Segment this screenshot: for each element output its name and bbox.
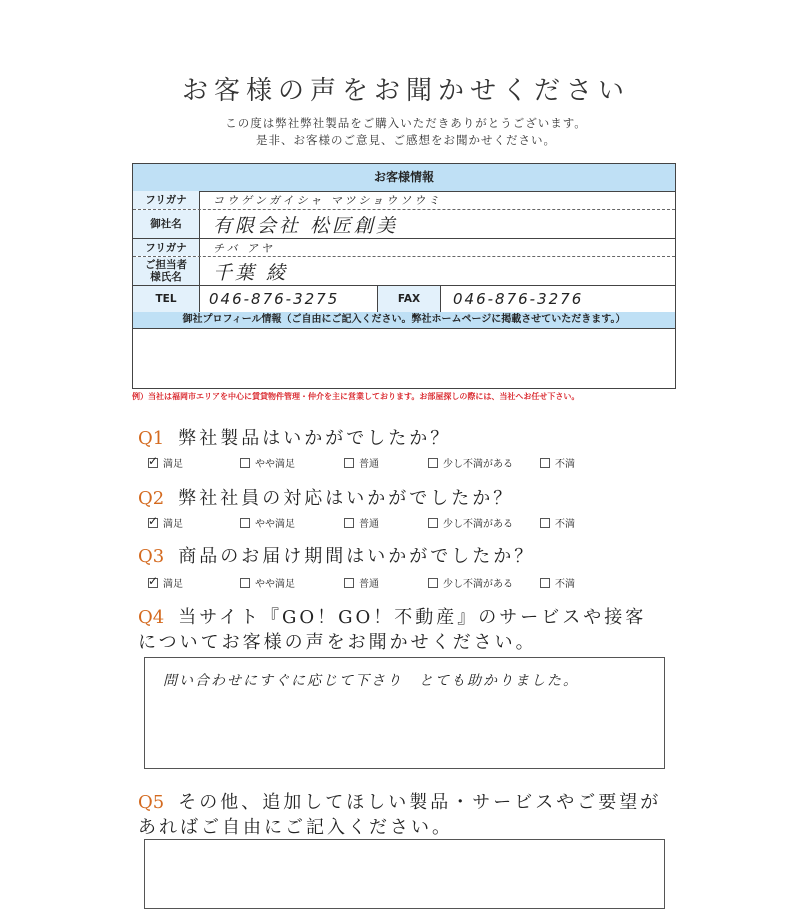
checkbox-icon[interactable] [428,458,438,468]
option-label: 普通 [359,579,379,590]
checkbox-icon[interactable] [344,458,354,468]
company-row [133,210,675,239]
option-label: 不満 [555,459,575,470]
q3-option-somewhat-satisfied[interactable] [240,575,295,590]
q1-option-neutral[interactable] [344,455,379,470]
question-5 [138,788,661,814]
person-label-line-1: ご担当者 [145,259,187,271]
question-4-answer-box[interactable] [144,657,665,769]
option-label: やや満足 [255,579,295,590]
intro-line-1: この度は弊社弊社製品をご購入いただきありがとうございます。 [225,116,587,130]
customer-info-table [132,163,676,389]
fax-label: FAX [377,286,441,312]
checkbox-icon[interactable] [240,518,250,528]
q1-option-dissatisfied[interactable] [540,455,575,470]
option-label: やや満足 [255,459,295,470]
option-label: やや満足 [255,519,295,530]
question-2 [138,484,514,510]
tel-label: TEL [133,286,200,312]
q3-option-neutral[interactable] [344,575,379,590]
checkbox-icon[interactable] [344,518,354,528]
q3-option-dissatisfied[interactable] [540,575,575,590]
q2-option-satisfied[interactable] [148,515,183,530]
q1-option-somewhat-satisfied[interactable] [240,455,295,470]
question-5-line-2: あればご自由にご記入ください。 [138,817,453,838]
option-label: 満足 [163,519,183,530]
furigana-company-row [133,191,675,210]
company-value[interactable]: 有限会社 松匠創美 [213,214,399,237]
question-5-number: Q5 [138,792,165,813]
checkbox-icon[interactable] [540,578,550,588]
question-4 [138,603,646,629]
q2-option-somewhat-satisfied[interactable] [240,515,295,530]
option-label: 普通 [359,519,379,530]
question-3 [138,542,535,568]
furigana-person-row [133,239,675,257]
checkbox-icon[interactable] [240,458,250,468]
q1-option-somewhat-dissatisfied[interactable] [428,455,513,470]
option-label: 少し不満がある [443,519,513,530]
checkbox-icon[interactable] [428,578,438,588]
question-3-text: 商品のお届け期間はいかがでしたか？ [178,546,536,567]
question-2-number: Q2 [138,488,165,509]
company-label: 御社名 [133,210,200,238]
question-4-text-line-1: 当サイト『GO！GO！不動産』のサービスや接客 [178,607,647,628]
option-label: 不満 [555,519,575,530]
checkbox-icon[interactable] [540,518,550,528]
checkbox-checked-icon[interactable] [148,578,158,588]
question-2-text: 弊社社員の対応はいかがでしたか？ [178,488,515,509]
furigana-person-value[interactable]: チバ アヤ [213,241,275,255]
question-3-number: Q3 [138,546,165,567]
option-label: 普通 [359,459,379,470]
q3-option-somewhat-dissatisfied[interactable] [428,575,513,590]
tel-value[interactable]: 046-876-3275 [209,290,340,308]
question-1-number: Q1 [138,428,165,449]
question-1-text: 弊社製品はいかがでしたか？ [178,428,452,449]
profile-header: 御社プロフィール情報（ご自由にご記入ください。弊社ホームページに掲載させていただきます。） [133,312,675,329]
q2-option-dissatisfied[interactable] [540,515,575,530]
page-title: お客様の声をお聞かせください [181,76,630,106]
question-1 [138,424,451,450]
checkbox-icon[interactable] [428,518,438,528]
checkbox-icon[interactable] [540,458,550,468]
profile-field[interactable] [133,329,675,388]
person-label-line-2: 様氏名 [150,271,182,283]
q3-option-satisfied[interactable] [148,575,183,590]
q1-option-satisfied[interactable] [148,455,183,470]
profile-example-note: 例）当社は福岡市エリアを中心に賃貸物件管理・仲介を主に営業しております。お部屋探しの際には、当社へお任せ下さい。 [132,392,580,401]
person-row [133,257,675,286]
checkbox-checked-icon[interactable] [148,518,158,528]
fax-value[interactable]: 046-876-3276 [453,290,584,308]
q2-option-neutral[interactable] [344,515,379,530]
furigana-label-2: フリガナ [133,239,200,256]
person-label [133,257,200,285]
checkbox-icon[interactable] [240,578,250,588]
question-4-answer: 問い合わせにすぐに応じて下さり とても助かりました。 [163,673,579,689]
tel-fax-row [133,286,675,313]
intro-line-2: 是非、お客様のご意見、ご感想をお聞かせください。 [256,133,556,147]
customer-info-header: お客様情報 [133,164,675,192]
option-label: 少し不満がある [443,579,513,590]
option-label: 満足 [163,579,183,590]
question-5-text-line-1: その他、追加してほしい製品・サービスやご要望が [178,792,662,813]
furigana-company-value[interactable]: コウゲンガイシャ マツショウソウミ [213,194,443,207]
option-label: 少し不満がある [443,459,513,470]
question-4-number: Q4 [138,607,165,628]
furigana-label: フリガナ [133,191,200,209]
question-4-line-2: についてお客様の声をお聞かせください。 [138,632,537,653]
person-value[interactable]: 千葉 綾 [213,261,289,284]
option-label: 不満 [555,579,575,590]
checkbox-checked-icon[interactable] [148,458,158,468]
question-5-answer-box[interactable] [144,839,665,909]
checkbox-icon[interactable] [344,578,354,588]
option-label: 満足 [163,459,183,470]
q2-option-somewhat-dissatisfied[interactable] [428,515,513,530]
